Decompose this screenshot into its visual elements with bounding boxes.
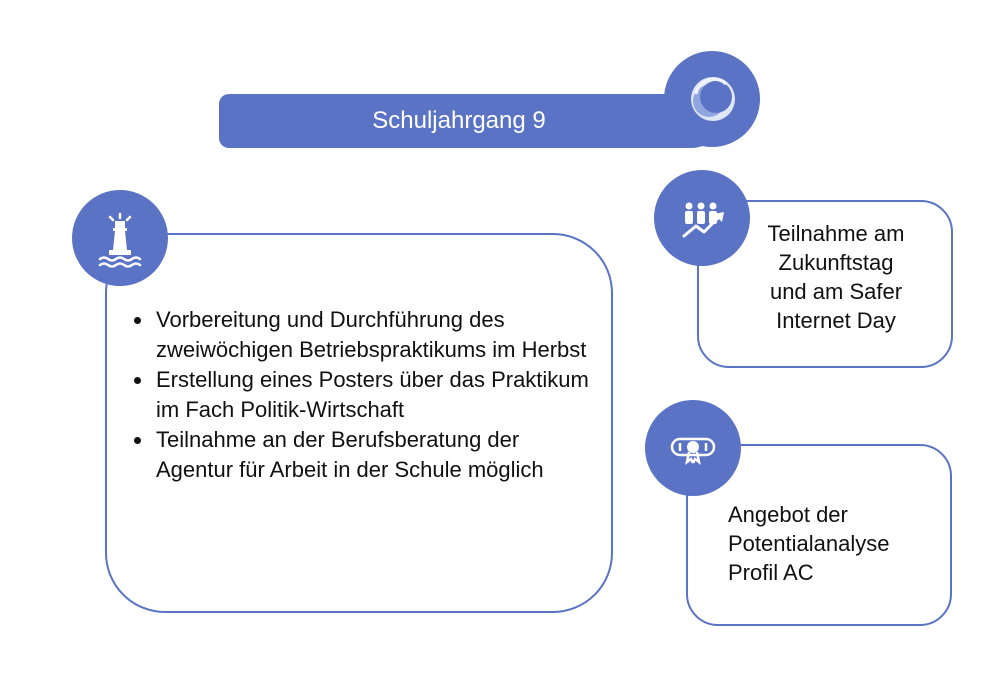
list-item-text: Vorbereitung und Durchführung des zweiwöchigen Betriebspraktikums im Herbst: [156, 307, 587, 362]
certificate-icon: [645, 400, 741, 496]
top-right-card-text: Teilnahme am Zukunftstag und am Safer Internet Day: [767, 221, 905, 333]
list-item-text: Teilnahme an der Berufsberatung der Agentur für Arbeit in der Schule möglich: [156, 427, 544, 482]
bullet-icon: [134, 377, 141, 384]
bullet-icon: [134, 317, 141, 324]
header-title: Schuljahrgang 9: [372, 107, 546, 134]
list-item: [130, 305, 600, 365]
list-item: [130, 365, 600, 425]
list-item: [130, 425, 600, 485]
ring-logo-icon: [686, 72, 740, 126]
lighthouse-icon: [72, 190, 168, 286]
list-item-text: Erstellung eines Posters über das Praktikum im Fach Politik-Wirtschaft: [156, 367, 589, 422]
bottom-right-icon-circle: [645, 400, 741, 496]
main-card-icon-circle: [72, 190, 168, 286]
main-card-bullet-list: [130, 305, 600, 485]
bottom-right-card-text: Angebot der Potentialanalyse Profil AC: [728, 502, 890, 585]
bullet-icon: [134, 437, 141, 444]
